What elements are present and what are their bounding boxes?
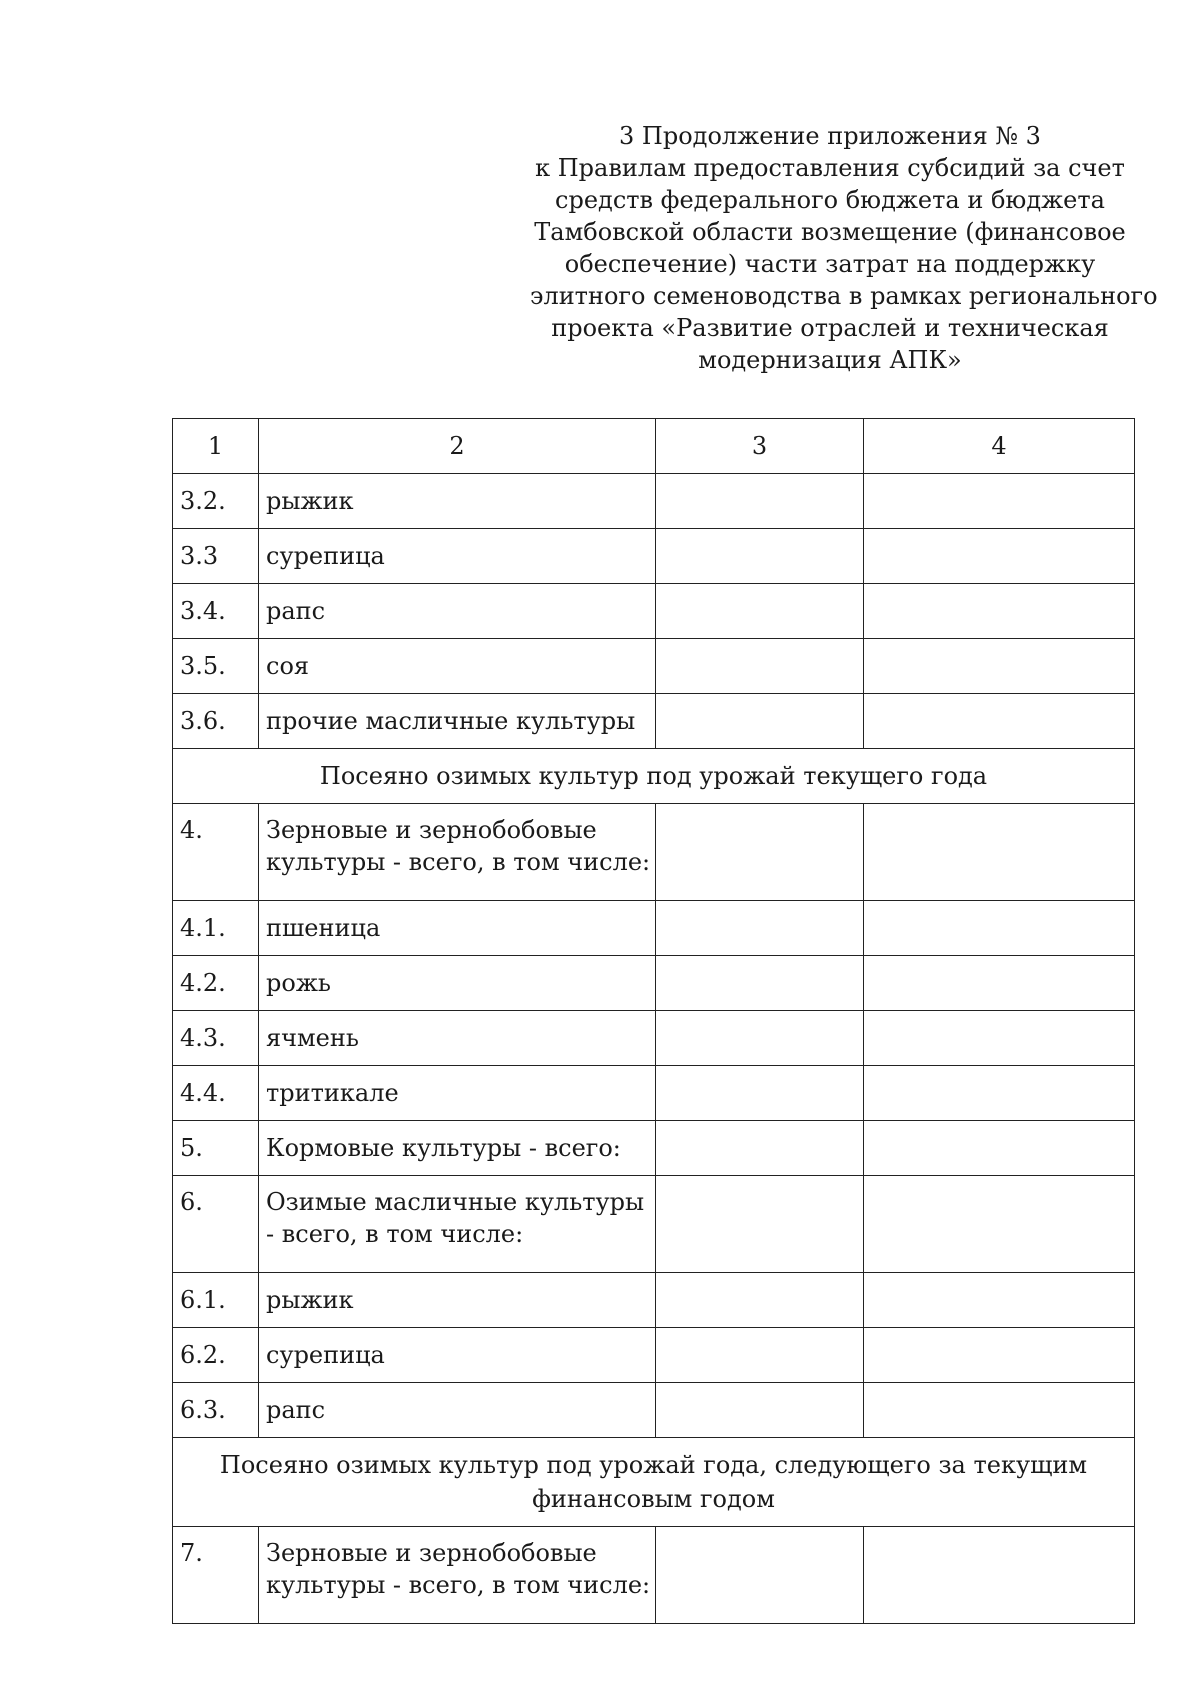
empty-cell	[656, 1328, 864, 1383]
column-header: 2	[259, 419, 656, 474]
empty-cell	[864, 529, 1135, 584]
row-name: Кормовые культуры - всего:	[259, 1121, 656, 1176]
table-row	[173, 901, 1135, 956]
row-number: 5.	[173, 1121, 259, 1176]
row-name: ячмень	[259, 1011, 656, 1066]
row-number: 3.4.	[173, 584, 259, 639]
empty-cell	[864, 584, 1135, 639]
table-row	[173, 1273, 1135, 1328]
table-row	[173, 1527, 1135, 1624]
empty-cell	[864, 1176, 1135, 1273]
row-number: 6.	[173, 1176, 259, 1273]
row-name: сурепица	[259, 1328, 656, 1383]
empty-cell	[864, 1066, 1135, 1121]
row-number: 4.4.	[173, 1066, 259, 1121]
empty-cell	[864, 1527, 1135, 1624]
empty-cell	[864, 639, 1135, 694]
empty-cell	[864, 1273, 1135, 1328]
header-line: 3 Продолжение приложения № 3	[619, 122, 1041, 150]
empty-cell	[656, 639, 864, 694]
section-row	[173, 1438, 1135, 1527]
empty-cell	[656, 584, 864, 639]
appendix-header	[530, 120, 1158, 376]
section-title: Посеяно озимых культур под урожай текущего года	[173, 749, 1135, 804]
row-name: рыжик	[259, 1273, 656, 1328]
empty-cell	[864, 474, 1135, 529]
header-line: Тамбовской области возмещение (финансовое	[534, 218, 1126, 246]
empty-cell	[656, 1273, 864, 1328]
header-line: элитного семеноводства в рамках регионального	[530, 282, 1158, 310]
row-name: прочие масличные культуры	[259, 694, 656, 749]
crops-table	[172, 418, 1135, 1624]
column-header: 1	[173, 419, 259, 474]
row-name: рапс	[259, 584, 656, 639]
empty-cell	[656, 901, 864, 956]
row-number: 6.1.	[173, 1273, 259, 1328]
empty-cell	[656, 956, 864, 1011]
table-row	[173, 1383, 1135, 1438]
table-header-row	[173, 419, 1135, 474]
table-row	[173, 1011, 1135, 1066]
empty-cell	[864, 956, 1135, 1011]
header-line: обеспечение) части затрат на поддержку	[564, 250, 1096, 278]
row-number: 3.6.	[173, 694, 259, 749]
empty-cell	[656, 804, 864, 901]
empty-cell	[864, 1383, 1135, 1438]
row-name: тритикале	[259, 1066, 656, 1121]
table-row	[173, 694, 1135, 749]
empty-cell	[656, 1383, 864, 1438]
row-number: 3.2.	[173, 474, 259, 529]
table-row	[173, 584, 1135, 639]
row-name: Зерновые и зернобобовые культуры - всего, в том числе:	[259, 1527, 656, 1624]
row-name: Озимые масличные культуры - всего, в том числе:	[259, 1176, 656, 1273]
row-name: пшеница	[259, 901, 656, 956]
empty-cell	[656, 694, 864, 749]
empty-cell	[656, 529, 864, 584]
table-row	[173, 1328, 1135, 1383]
column-header: 3	[656, 419, 864, 474]
row-number: 3.3	[173, 529, 259, 584]
empty-cell	[864, 901, 1135, 956]
empty-cell	[864, 804, 1135, 901]
empty-cell	[656, 1066, 864, 1121]
row-name: рапс	[259, 1383, 656, 1438]
row-name: Зерновые и зернобобовые культуры - всего, в том числе:	[259, 804, 656, 901]
table-row	[173, 956, 1135, 1011]
header-line: проекта «Развитие отраслей и техническая	[551, 314, 1109, 342]
header-line: модернизация АПК»	[698, 346, 962, 374]
row-number: 4.	[173, 804, 259, 901]
header-line: к Правилам предоставления субсидий за счет	[535, 154, 1125, 182]
table-row	[173, 1176, 1135, 1273]
section-title: Посеяно озимых культур под урожай года, следующего за текущим финансовым годом	[173, 1438, 1135, 1527]
empty-cell	[656, 1011, 864, 1066]
header-line: средств федерального бюджета и бюджета	[555, 186, 1105, 214]
empty-cell	[656, 1176, 864, 1273]
section-row	[173, 749, 1135, 804]
empty-cell	[864, 694, 1135, 749]
row-name: соя	[259, 639, 656, 694]
table-row	[173, 474, 1135, 529]
empty-cell	[864, 1328, 1135, 1383]
row-number: 3.5.	[173, 639, 259, 694]
empty-cell	[656, 1527, 864, 1624]
row-number: 4.2.	[173, 956, 259, 1011]
row-name: рыжик	[259, 474, 656, 529]
row-number: 4.1.	[173, 901, 259, 956]
row-name: сурепица	[259, 529, 656, 584]
row-name: рожь	[259, 956, 656, 1011]
column-header: 4	[864, 419, 1135, 474]
empty-cell	[656, 1121, 864, 1176]
row-number: 6.2.	[173, 1328, 259, 1383]
empty-cell	[864, 1121, 1135, 1176]
row-number: 7.	[173, 1527, 259, 1624]
table-row	[173, 804, 1135, 901]
row-number: 6.3.	[173, 1383, 259, 1438]
table-row	[173, 1066, 1135, 1121]
row-number: 4.3.	[173, 1011, 259, 1066]
table-row	[173, 529, 1135, 584]
table-row	[173, 639, 1135, 694]
empty-cell	[864, 1011, 1135, 1066]
empty-cell	[656, 474, 864, 529]
table-row	[173, 1121, 1135, 1176]
